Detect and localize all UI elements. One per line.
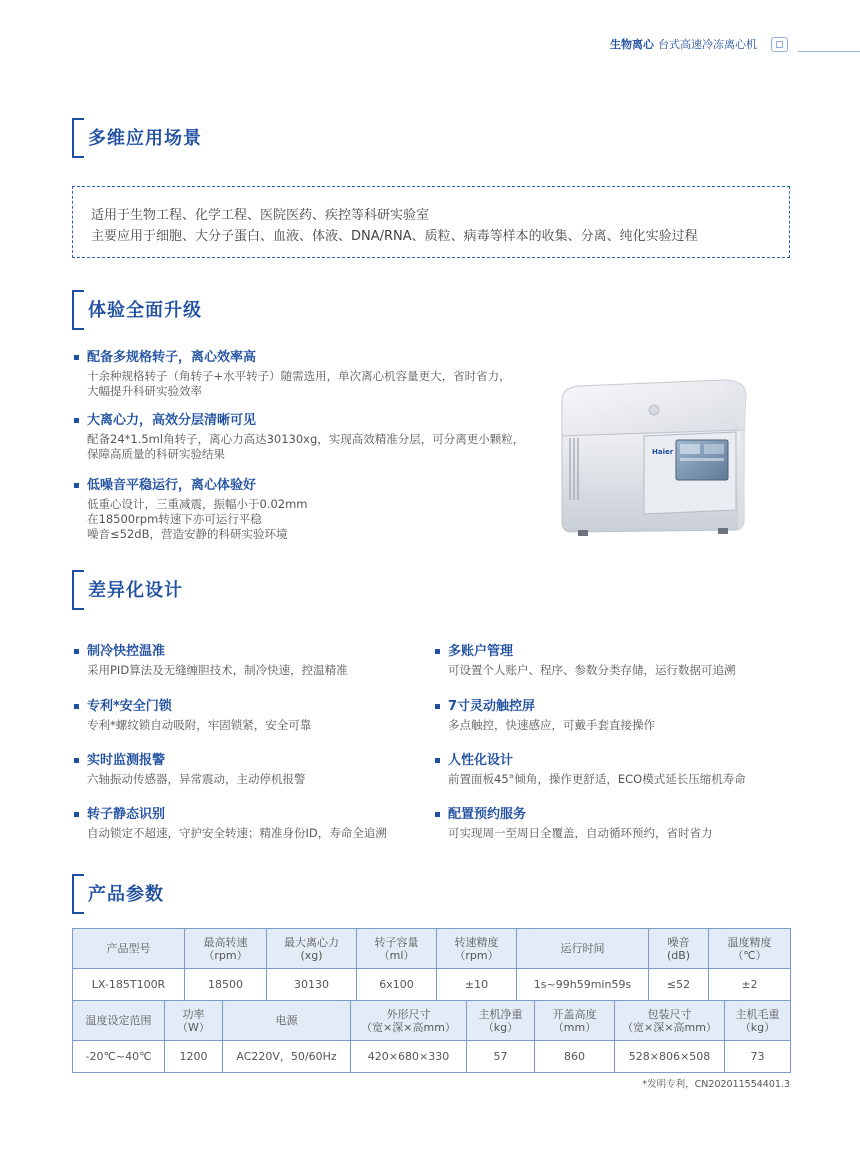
table-cell: 1s~99h59min59s bbox=[517, 969, 649, 1001]
desc-line: 在18500rpm转速下亦可运行平稳 bbox=[87, 512, 262, 526]
table-cell: ±2 bbox=[709, 969, 791, 1001]
product-logo: Haier bbox=[652, 448, 674, 456]
title-bracket bbox=[72, 874, 84, 914]
header-cell: 主机净重 （kg） bbox=[467, 1001, 535, 1041]
diff-desc: 可实现周一至周日全覆盖，自动循环预约，省时省力 bbox=[448, 826, 713, 840]
upgrade-item bbox=[74, 409, 524, 462]
table-cell: 528×806×508 bbox=[615, 1041, 725, 1073]
diff-item bbox=[435, 640, 736, 678]
diff-title: 多账户管理 bbox=[435, 640, 736, 659]
diff-title: 人性化设计 bbox=[435, 749, 746, 768]
diff-desc: 专利*螺纹锁自动吸附，牢固锁紧，安全可靠 bbox=[87, 718, 312, 732]
header-cell: 最高转速 （rpm） bbox=[185, 929, 267, 969]
upgrade-desc bbox=[87, 432, 524, 462]
table-cell: 30130 bbox=[267, 969, 357, 1001]
diff-title: 7寸灵动触控屏 bbox=[435, 695, 655, 714]
desc-line: 大幅提升科研实验效率 bbox=[87, 384, 202, 398]
table-cell: 73 bbox=[725, 1041, 791, 1073]
upgrade-desc bbox=[87, 497, 308, 542]
table-cell: 1200 bbox=[165, 1041, 223, 1073]
spec-table-2 bbox=[72, 1000, 791, 1073]
diff-item bbox=[74, 695, 311, 733]
upgrade-title: 大离心力，高效分层清晰可见 bbox=[74, 409, 524, 428]
diff-item bbox=[74, 803, 387, 841]
header-cell: 外形尺寸 （宽×深×高mm） bbox=[351, 1001, 467, 1041]
diff-title: 转子静态识别 bbox=[74, 803, 387, 822]
desc-line: 配备24*1.5ml角转子，离心力高达30130xg，实现高效精准分层，可分离更小颗粒， bbox=[87, 432, 525, 446]
section-title-text: 体验全面升级 bbox=[88, 300, 202, 321]
header-divider bbox=[798, 51, 860, 52]
title-bracket bbox=[72, 570, 84, 610]
applications-box bbox=[72, 186, 790, 258]
diff-desc: 前置面板45°倾角，操作更舒适，ECO模式延长压缩机寿命 bbox=[448, 772, 746, 786]
application-line: 适用于生物工程、化学工程、医院医药、疾控等科研实验室 bbox=[91, 208, 430, 223]
title-bracket bbox=[72, 118, 84, 158]
upgrade-item bbox=[74, 346, 511, 399]
diff-title: 专利*安全门锁 bbox=[74, 695, 311, 714]
section-title-text: 差异化设计 bbox=[88, 580, 183, 601]
table-row bbox=[73, 969, 791, 1001]
application-line: 主要应用于细胞、大分子蛋白、血液、体液、DNA/RNA、质粒、病毒等样本的收集、分离、纯化实验过程 bbox=[91, 229, 698, 244]
table-cell: ≤52 bbox=[649, 969, 709, 1001]
desc-line: 保障高质量的科研实验结果 bbox=[87, 447, 225, 461]
header-brand: 生物离心 bbox=[610, 38, 654, 51]
section-title-text: 产品参数 bbox=[88, 884, 164, 905]
table-cell: 18500 bbox=[185, 969, 267, 1001]
header-cell: 产品型号 bbox=[73, 929, 185, 969]
patent-footnote: *发明专利，CN202011554401.3 bbox=[642, 1079, 790, 1090]
diff-desc: 采用PID算法及无缝缠胆技术，制冷快速，控温精准 bbox=[87, 663, 348, 677]
table-row bbox=[73, 1041, 791, 1073]
header-cell: 温度设定范围 bbox=[73, 1001, 165, 1041]
header-cell: 温度精度 （℃） bbox=[709, 929, 791, 969]
table-cell: 6x100 bbox=[357, 969, 437, 1001]
upgrade-title: 低噪音平稳运行，离心体验好 bbox=[74, 474, 308, 493]
upgrade-desc bbox=[87, 369, 511, 399]
centrifuge-image bbox=[548, 370, 774, 546]
header-cell: 最大离心力 (xg) bbox=[267, 929, 357, 969]
desc-line: 十余种规格转子（角转子+水平转子）随需选用，单次离心机容量更大，省时省力， bbox=[87, 369, 511, 383]
diff-desc: 自动锁定不超速，守护安全转速；精准身份ID，寿命全追溯 bbox=[87, 826, 387, 840]
diff-title: 配置预约服务 bbox=[435, 803, 713, 822]
diff-desc: 多点触控，快速感应，可戴手套直接操作 bbox=[448, 718, 655, 732]
diff-desc: 六轴振动传感器，异常震动，主动停机报警 bbox=[87, 772, 306, 786]
diff-item bbox=[74, 749, 306, 787]
desc-line: 低重心设计，三重减震，振幅小于0.02mm bbox=[87, 497, 308, 511]
table-cell: LX-185T100R bbox=[73, 969, 185, 1001]
diff-item bbox=[435, 749, 746, 787]
diff-item bbox=[74, 640, 348, 678]
diff-item bbox=[435, 803, 713, 841]
header-cell: 运行时间 bbox=[517, 929, 649, 969]
header-cell: 转速精度 （rpm） bbox=[437, 929, 517, 969]
table-cell: -20℃~40℃ bbox=[73, 1041, 165, 1073]
table-cell: ±10 bbox=[437, 969, 517, 1001]
diff-desc: 可设置个人账户、程序、参数分类存储，运行数据可追溯 bbox=[448, 663, 736, 677]
table-header-row bbox=[73, 929, 791, 969]
table-cell: 420×680×330 bbox=[351, 1041, 467, 1073]
desc-line: 噪音≤52dB，营造安静的科研实验环境 bbox=[87, 527, 288, 541]
table-header-row bbox=[73, 1001, 791, 1041]
upgrade-item bbox=[74, 474, 308, 542]
table-cell: 860 bbox=[535, 1041, 615, 1073]
header-product: 台式高速冷冻离心机 bbox=[658, 38, 757, 51]
spec-table-1 bbox=[72, 928, 791, 1001]
header-cell: 电源 bbox=[223, 1001, 351, 1041]
diff-title: 制冷快控温准 bbox=[74, 640, 348, 659]
table-cell: 57 bbox=[467, 1041, 535, 1073]
header-cell: 开盖高度 （mm） bbox=[535, 1001, 615, 1041]
diff-title: 实时监测报警 bbox=[74, 749, 306, 768]
header-cell: 包装尺寸 （宽×深×高mm） bbox=[615, 1001, 725, 1041]
title-bracket bbox=[72, 290, 84, 330]
header-cell: 主机毛重 （kg） bbox=[725, 1001, 791, 1041]
header-cell: 转子容量 （ml） bbox=[357, 929, 437, 969]
table-cell: AC220V，50/60Hz bbox=[223, 1041, 351, 1073]
page-header bbox=[610, 36, 757, 52]
upgrade-title: 配备多规格转子，离心效率高 bbox=[74, 346, 511, 365]
section-title-text: 多维应用场景 bbox=[88, 128, 202, 149]
header-cell: 功率 （W） bbox=[165, 1001, 223, 1041]
header-cell: 噪音 (dB) bbox=[649, 929, 709, 969]
brand-mark-icon bbox=[771, 37, 788, 52]
diff-item bbox=[435, 695, 655, 733]
